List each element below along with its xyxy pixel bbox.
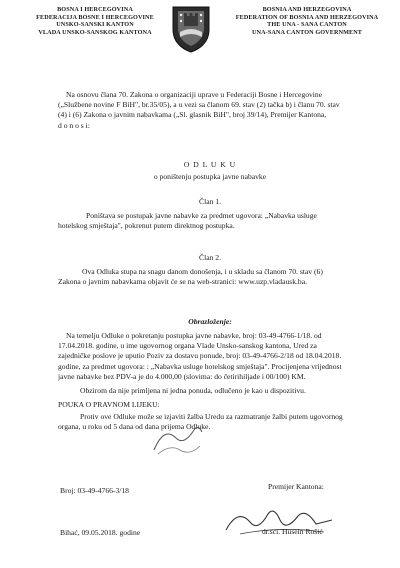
decision-title: O D L U K U <box>183 160 237 169</box>
signatory-name: dr.sci. Husein Rošić <box>262 527 323 536</box>
decision-subtitle: o poništenju postupka javne nabavke <box>153 172 267 181</box>
reasoning-line: Na temelju Odluke o pokretanju postupka javne nabavke, broj: 03-49-4766-1/18. od <box>66 331 322 340</box>
reasoning-line: godine, za predmet ugovora: : „Nabavka usluge hotelskog smještaja". Procijenjena vrijednost <box>58 361 342 371</box>
legal-remedy-heading: POUKA O PRAVNOM LIJEKU: <box>58 400 160 409</box>
header-right <box>228 6 386 36</box>
header-left-line: UNSKO-SANSKI KANTON <box>56 21 134 29</box>
signatory-role: Premijer Kantona: <box>268 482 324 491</box>
article-1-body <box>58 211 390 231</box>
reasoning-line: Obzirom da nije primljena ni jedna ponuda, odlučeno je kao u dispozitivu. <box>80 386 306 396</box>
article-1-heading: Član 1. <box>199 197 221 206</box>
header-right-line: UNA-SANA CANTON GOVERNMENT <box>251 28 363 36</box>
header-left <box>20 6 170 36</box>
article-2-heading: Član 2. <box>199 253 221 262</box>
preamble-line: („Službene novine F BiH", br.35/05), a u vezi sa članom 69. stav (2) tačka b) i članu 70. stav <box>58 100 340 110</box>
stamp-mark-icon <box>150 420 205 458</box>
reasoning-line: zajedničke poslove je uputio Poziv za dostavu ponude, broj: 03-49-4766-2/18 od 18.04.2018. <box>58 351 342 361</box>
article-2-line: Zakona o javnim nabavkama objavit će se na web-stranici: www.uzp.vladausk.ba. <box>58 277 307 287</box>
document-number: Broj: 03-49-4766-3/18 <box>60 486 129 495</box>
reasoning-line: 17.04.2018. godine, u ime ugovornog organa Vlade Unsko-sanskog kantona, Ured za <box>58 341 317 351</box>
header-left-line: BOSNA I HERCEGOVINA <box>57 6 133 13</box>
preamble <box>58 90 390 131</box>
article-1-line: Poništava se postupak javne nabavke za predmet ugovora: „Nabavka usluge <box>86 211 317 220</box>
legal-remedy-line: organa, u roku od 5 dana od dana prijema Odluke. <box>58 422 211 432</box>
reasoning-heading: Obrazloženje: <box>188 317 232 326</box>
preamble-line: d o n o s i: <box>58 120 90 130</box>
coat-of-arms-icon <box>170 4 212 54</box>
header-right-line: FEDERATION OF BOSNIA AND HERZEGOVINA <box>235 13 379 21</box>
preamble-line: Na osnovu člana 70. Zakona o organizaciji uprave u Federaciji Bosne i Hercegovine <box>66 90 323 99</box>
article-2-line: Ova Odluka stupa na snagu danom donošenja, i u skladu sa članom 70. stav (6) <box>82 267 323 276</box>
article-2-body <box>58 267 390 287</box>
header-left-line: FEDERACIJA BOSNE I HERCEGOVINE <box>36 13 154 21</box>
place-and-date: Bihać, 09.05.2018. godine <box>60 528 141 537</box>
legal-remedy-line: Protiv ove Odluke može se izjaviti žalba Uredu za razmatranje žalbi putem ugovornog <box>80 412 343 421</box>
reasoning-body <box>58 331 390 396</box>
article-1-line: hotelskog smještaja", pokrenut putem direktnog postupka. <box>58 221 235 231</box>
legal-remedy-body <box>58 412 390 432</box>
header-right-line: BOSNIA AND HERZEGOVINA <box>262 6 352 13</box>
reasoning-line: javne nabavke bez PDV-a je do 4.000,00 (slovima: do četirihiljade i 00/100) KM. <box>58 371 306 381</box>
preamble-line: (4) i (6) Zakona o javnim nabavkama („Sl. glasnik BiH", broj 39/14), Premijer Kantona, <box>58 110 327 120</box>
header-right-line: THE UNA - SANA CANTON <box>267 21 347 29</box>
header-left-line: VLADA UNSKO-SANSKOG KANTONA <box>38 28 152 36</box>
